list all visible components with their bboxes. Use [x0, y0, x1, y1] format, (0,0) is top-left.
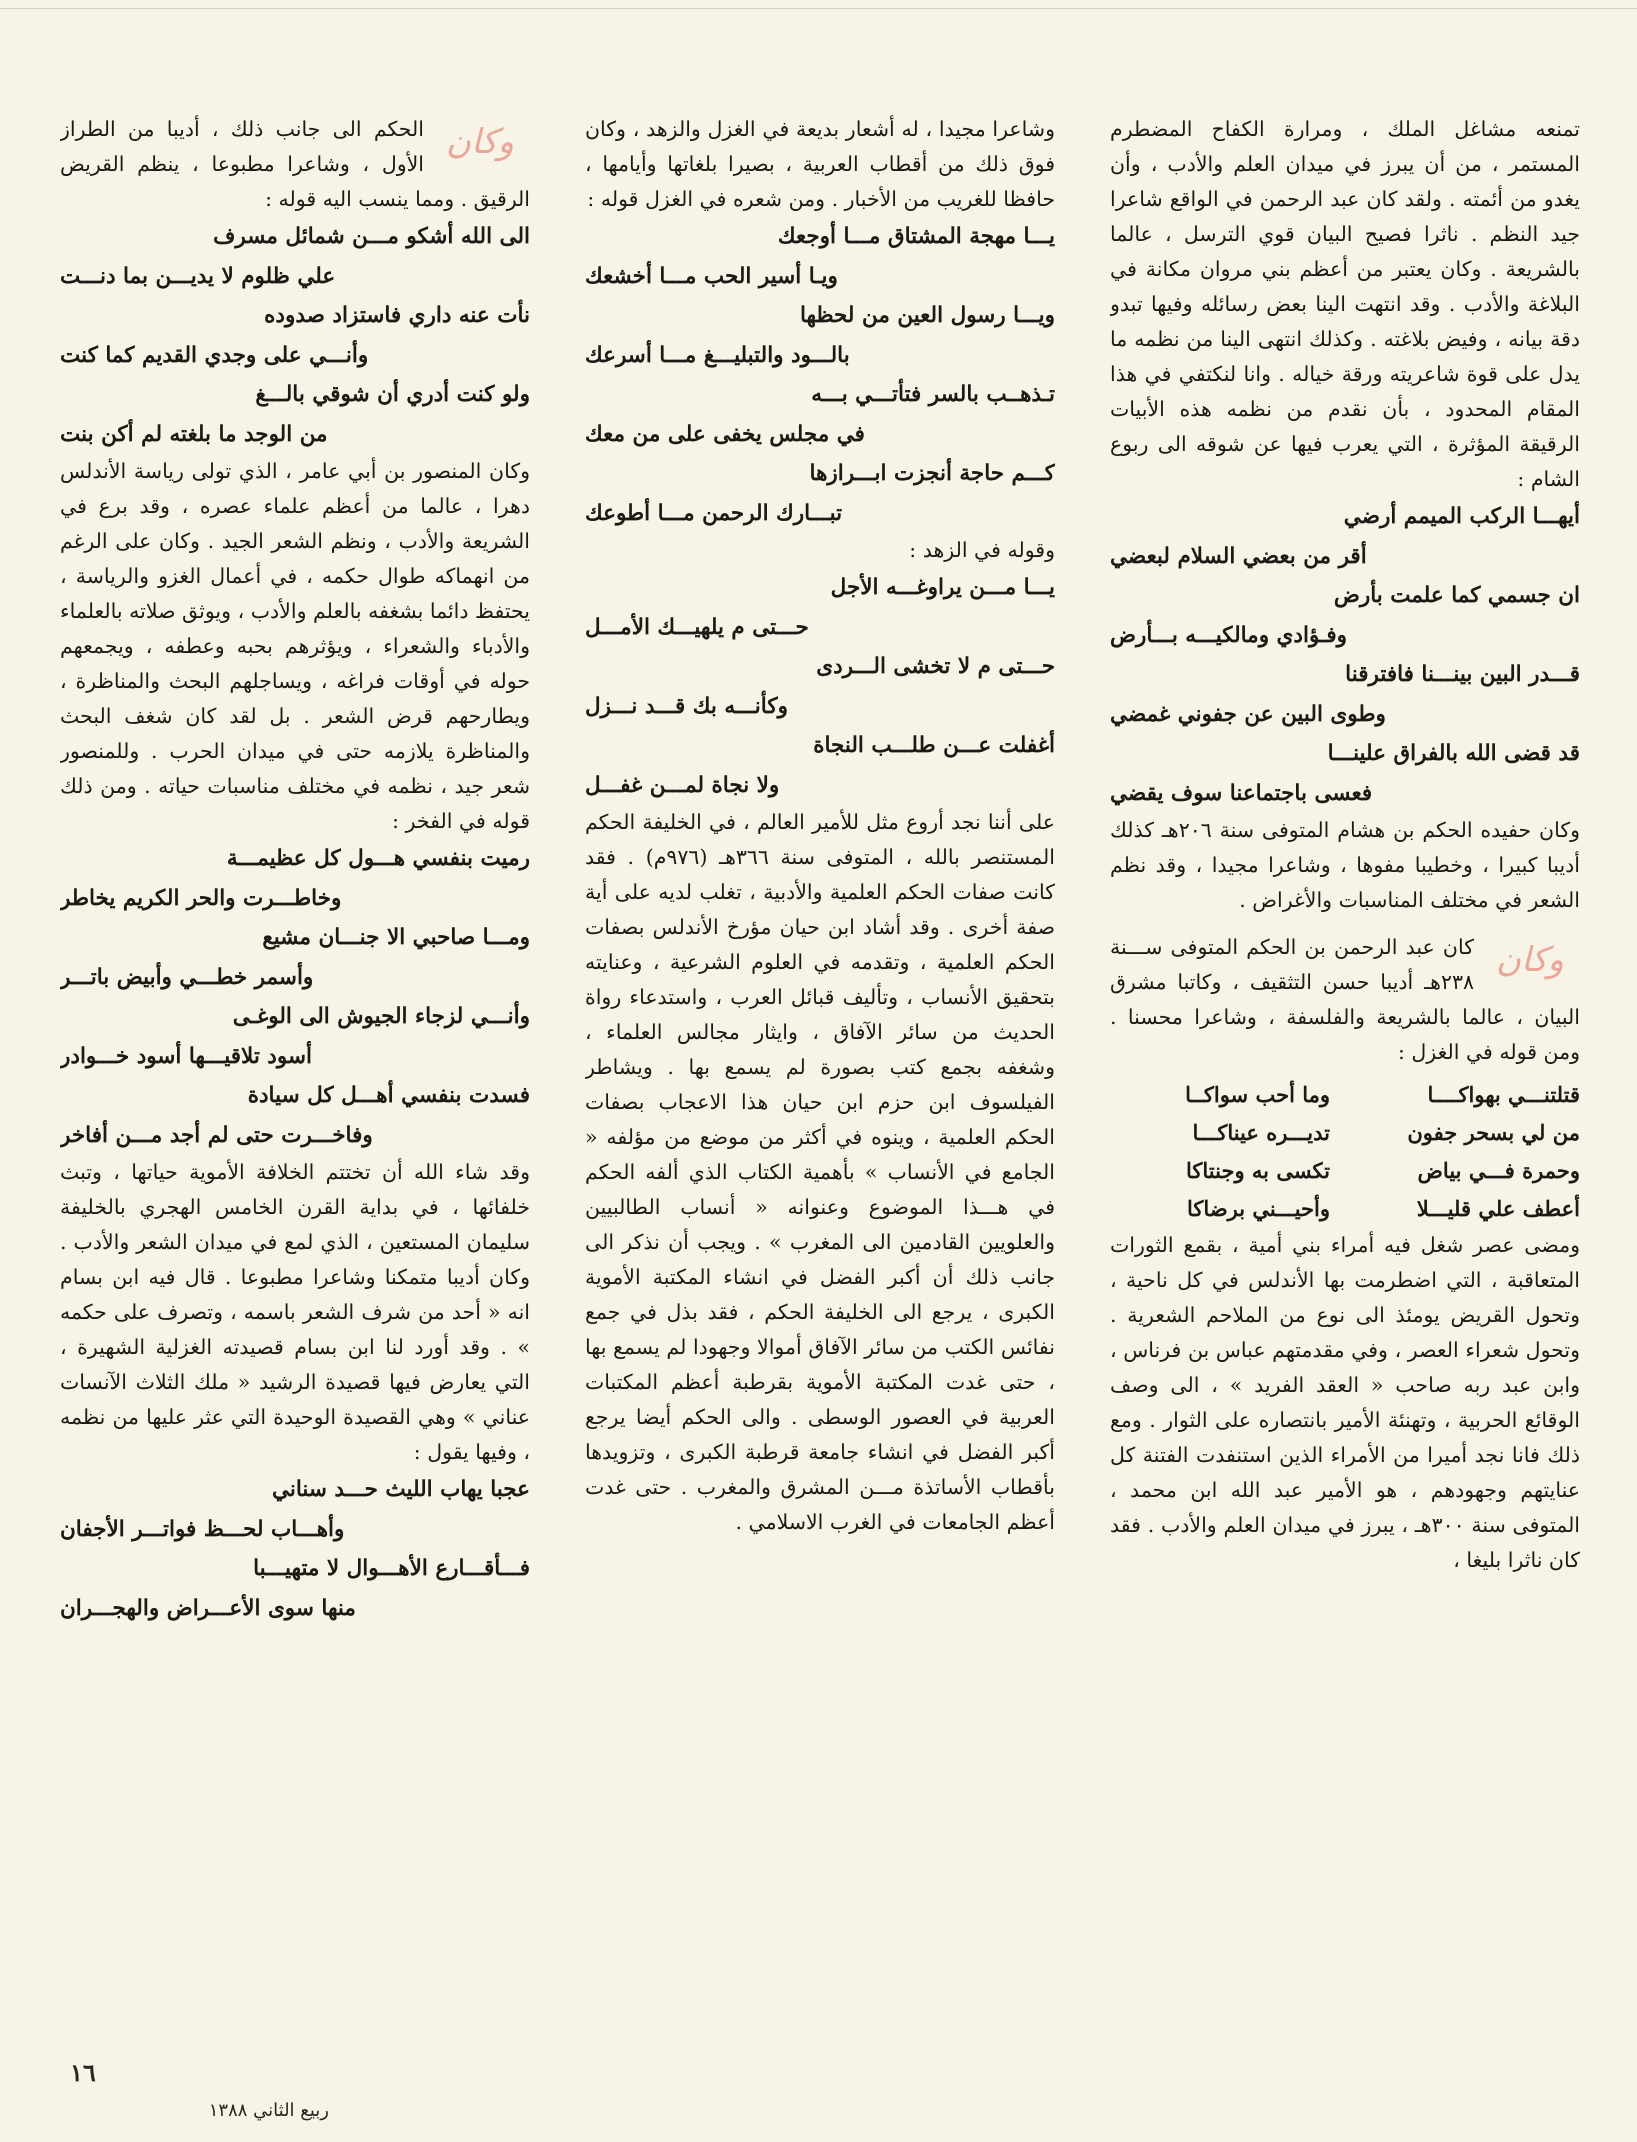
- verse-line: أسود تلاقيـــها أسود خـــوادر: [60, 1043, 312, 1069]
- verse-line: تكسى به وجنتاكا: [1186, 1158, 1330, 1183]
- poem-ghazal: [1110, 1076, 1580, 1228]
- verse-line: حـــتى م لا تخشى الـــردى: [816, 654, 1055, 679]
- paragraph: وشاعرا مجيدا ، له أشعار بديعة في الغزل والزهد ، وكان فوق ذلك من أقطاب العربية ، بصيرا بلغاتها وأيامها ، حافظا للغريب من الأخبار . ومن شعره في الغزل قوله :: [585, 117, 1055, 211]
- poem-mustain: [60, 1470, 530, 1628]
- poem-nostalgia: [1110, 497, 1580, 813]
- verse-line: وأنـــي لزجاء الجيوش الى الوغـى: [232, 1004, 530, 1029]
- paragraph: وكان حفيده الحكم بن هشام المتوفى سنة ٢٠٦هـ كذلك أديبا كبيرا ، وخطيبا مفوها ، وشاعرا مجيدا ، وقد نظم الشعر في مختلف المناسبات والأغراض .: [1110, 818, 1580, 912]
- verse-line: ولو كنت أدري أن شوقي بالـــغ: [255, 382, 530, 407]
- verse-line: فسدت بنفسي أهـــل كل سيادة: [247, 1083, 530, 1108]
- verse-line: وأحيـــني برضاكا: [1187, 1196, 1330, 1221]
- verse-line: وأسمر خطـــي وأبيض باتـــر: [60, 964, 314, 990]
- verse-line: يـــا مهجة المشتاق مـــا أوجعك: [777, 224, 1055, 249]
- article-columns: [60, 112, 1580, 2022]
- verse-line: وكأنـــه بك قـــد نـــزل: [585, 693, 788, 719]
- verse-line: فعسى باجتماعنا سوف يقضي: [1110, 780, 1373, 806]
- verse-line: أيهـــا الركب الميمم أرضي: [1343, 504, 1580, 529]
- verse-line: كـــم حاجة أنجزت ابـــرازها: [809, 461, 1055, 486]
- poem-ghazal: [585, 217, 1055, 533]
- paragraph: كان عبد الرحمن بن الحكم المتوفى ســـنة ٢٣٨هـ أديبا حسن التثقيف ، وكاتبا مشرق البيان ، عالما بالشريعة والفلسفة ، وشاعرا محسنا . ومن قوله في الغزل :: [1110, 935, 1580, 1064]
- verse-line: تبـــارك الرحمن مـــا أطوعك: [585, 500, 843, 526]
- verse-line: أقر من بعضي السلام لبعضي: [1110, 543, 1367, 569]
- section-heading-ornament: وكان: [446, 122, 514, 162]
- verse-line: أعطف علي قليـــلا: [1416, 1196, 1580, 1221]
- verse-line: عجبا يهاب الليث حـــد سناني: [271, 1477, 530, 1502]
- verse-line: ويـا أسير الحب مـــا أخشعك: [585, 263, 838, 289]
- verse-line: وأنـــي على وجدي القديم كما كنت: [60, 342, 369, 368]
- verse-line: فـــأقـــارع الأهـــوال لا متهيـــبا: [253, 1556, 530, 1581]
- verse-line: قتلتنـــي بهواكــــا: [1427, 1082, 1580, 1107]
- verse-line: أغفلت عـــن طلـــب النجاة: [813, 733, 1055, 758]
- verse-line: وأهـــاب لحـــظ فواتـــر الأجفان: [60, 1516, 345, 1542]
- poem-mansur: [60, 839, 530, 1155]
- verse-line: في مجلس يخفى على من معك: [585, 421, 865, 447]
- verse-line: ولا نجاة لمـــن غفـــل: [585, 772, 780, 798]
- paragraph: على أننا نجد أروع مثل للأمير العالم ، في الخليفة الحكم المستنصر بالله ، المتوفى سنة ٣٦٦هـ (٩٧٦م) . فقد كانت صفات الحكم العلمية والأدبية ، تغلب لديه على أية صفة أخرى . وقد أشاد ابن حيان مؤرخ الأندلس بصفات الحكم العلمية ، وتقدمه في العلوم الشرعية ، وعنايته بتحقيق الأنساب ، وتأليف قبائل العرب ، واستدعاء رواة الحديث من سائر الآفاق ، وايثار مجالس العلماء ، وشغفه بجمع كتب بصورة لم يسمع بها . ويشاطر الفيلسوف ابن حزم ابن حيان هذا الاعجاب بصفات الحكم العلمية ، وينوه في أكثر من موضع من مؤلفه « الجامع في الأنساب » بأهمية الكتاب الذي ألفه الحكم في هـــذا الموضوع وعنوانه « أنساب الطالبيين والعلويين القادمين الى المغرب » . ويجب أن نذكر الى جانب ذلك أن أكبر الفضل في انشاء المكتبة الأموية الكبرى ، يرجع الى الخليفة الحكم ، فقد بذل في جمع نفائس الكتب من سائر الآفاق أموالا وجهودا لم يسمع بها ، حتى غدت المكتبة الأموية بقرطبة أعظم المكتبات العربية في العصور الوسطى . والى الحكم أيضا يرجع أكبر الفضل في انشاء جامعة قرطبة الكبرى ، وتزويدها بأقطاب الأساتذة مـــن المشرق والمغرب . حتى غدت أعظم الجامعات في الغرب الاسلامي .: [585, 810, 1055, 1534]
- verse-line: رميت بنفسي هـــول كل عظيمـــة: [226, 846, 530, 871]
- verse-line: من لي بسحر جفون: [1407, 1120, 1580, 1145]
- verse-line: وما أحب سواكــا: [1185, 1082, 1330, 1107]
- verse-line: نأت عنه داري فاستزاد صدوده: [264, 303, 530, 328]
- verse-line: بالـــود والتبليـــغ مـــا أسرعك: [585, 342, 850, 368]
- verse-line: قـــدر البين بينـــنا فافترقنا: [1345, 662, 1580, 687]
- verse-line: وفـؤادي ومالكيـــه بـــأرض: [1110, 622, 1348, 648]
- verse-line: وفاخـــرت حتى لم أجد مـــن أفاخر: [60, 1122, 373, 1148]
- verse-line: ان جسمي كما علمت بأرض: [1333, 583, 1580, 608]
- paragraph: الحكم الى جانب ذلك ، أديبا من الطراز الأول ، وشاعرا مطبوعا ، ينظم القريض الرقيق . ومما ينسب اليه قوله :: [60, 117, 530, 211]
- verse-line: من الوجد ما بلغته لم أكن بنت: [60, 421, 328, 447]
- column-middle: [585, 112, 1055, 2022]
- poem-zuhd: [585, 568, 1055, 805]
- verse-line: ويـــا رسول العين من لحظها: [799, 303, 1055, 328]
- top-rule: [0, 0, 1637, 9]
- section-heading-ornament: وكان: [1496, 940, 1564, 980]
- verse-line: منها سوى الأعـــراض والهجـــران: [60, 1595, 356, 1621]
- verse-line: قد قضى الله بالفراق علينـــا: [1327, 741, 1580, 766]
- verse-line: وخاطـــرت والحر الكريم يخاطر: [60, 885, 342, 911]
- column-left: [60, 112, 530, 2022]
- verse-line: علي ظلوم لا يديـــن بما دنـــت: [60, 263, 336, 289]
- paragraph: وكان المنصور بن أبي عامر ، الذي تولى رياسة الأندلس دهرا ، عالما من أعظم علماء عصره ، وقد برع في الشريعة والأدب ، ونظم الشعر الجيد . وكان على الرغم من انهماكه طوال حكمه ، في أعمال الغزو والرياسة ، يحتفظ دائما بشغفه بالعلم والأدب ، ويوثق صلاته بالعلماء والأدباء والشعراء ، ويؤثرهم بحبه وعطفه ، ويجمعهم حوله في أوقات فراغه ، ويساجلهم البحث والمناظرة ، ويطارحهم قرض الشعر . بل لقد كان شغف البحث والمناظرة يلازمه حتى في ميدان الحرب . وللمنصور شعر جيد ، نظمه في مختلف مناسبات حياته . ومن ذلك قوله في الفخر :: [60, 459, 530, 833]
- verse-line: وطوى البين عن جفوني غمضي: [1110, 701, 1386, 727]
- paragraph: ومضى عصر شغل فيه أمراء بني أمية ، بقمع الثورات المتعاقبة ، التي اضطرمت بها الأندلس في كل ناحية ، وتحول القريض يومئذ الى نوع من الملاحم الشعرية . وتحول شعراء العصر ، وفي مقدمتهم عباس بن فرناس ، وابن عبد ربه صاحب « العقد الفريد » ، الى وصف الوقائع الحربية ، وتهنئة الأمير بانتصاره على الثوار . ومع ذلك فانا نجد أميرا من الأمراء الذين استنفدت الفتنة كل عنايتهم وجهودهم ، هو الأمير عبد الله ابن محمد ، المتوفى سنة ٣٠٠هـ ، يبرز في ميدان العلم والأدب . فقد كان ناثرا بليغا ،: [1110, 1233, 1580, 1572]
- verse-line: ومـــا صاحبي الا جنـــان مشيع: [262, 925, 530, 950]
- verse-line: الى الله أشكو مـــن شمائل مسرف: [213, 224, 530, 249]
- verse-line: يـــا مـــن يراوغـــه الأجل: [830, 575, 1055, 600]
- page-number: ١٦: [70, 2058, 96, 2087]
- verse-line: حـــتى م يلهيـــك الأمـــل: [585, 614, 809, 640]
- issue-footer: ربيع الثاني ١٣٨٨: [208, 2100, 329, 2121]
- paragraph: وقد شاء الله أن تختتم الخلافة الأموية حياتها ، وتبث خلفائها ، في بداية القرن الخامس الهجري بالخليفة سليمان المستعين ، الذي لمع في ميدان الشعر والأدب . وكان أديبا متمكنا وشاعرا مطبوعا . قال فيه ابن بسام انه « أحد من شرف الشعر باسمه ، وتصرف على حكمه » . وقد أورد لنا ابن بسام قصيدته الغزلية الشهيرة ، التي يعارض فيها قصيدة الرشيد « ملك الثلاث الآنسات عناني » وهي القصيدة الوحيدة التي عثر عليها من نظمه ، وفيها يقول :: [60, 1160, 530, 1464]
- paragraph: تمنعه مشاغل الملك ، ومرارة الكفاح المضطرم المستمر ، من أن يبرز في ميدان العلم والأدب ، وأن يغدو من أئمته . ولقد كان عبد الرحمن في الواقع شاعرا جيد النظم . ناثرا فصيح البيان قوي الترسل ، عالما بالشريعة . وكان يعتبر من أعظم بني مروان مكانة في البلاغة والأدب . وقد انتهت الينا بعض رسائله وفيها تبدو دقة بيانه ، وفيض بلاغته . وكذلك انتهى الينا من نظمه ما يدل على قوة شاعريته ورقة خياله . وانا لنكتفي في هذا المقام المحدود ، بأن نقدم من نظمه هذه الأبيات الرقيقة المؤثرة ، التي يعرب فيها عن شوقه الى ربوع الشام :: [1110, 117, 1580, 491]
- poem-hakam: [60, 217, 530, 454]
- column-right: [1110, 112, 1580, 2022]
- verse-line: وحمرة فـــي بياض: [1417, 1158, 1580, 1183]
- verse-line: تـذهــب بالسر فتأتـــي بـــه: [811, 382, 1055, 407]
- paragraph: وقوله في الزهد :: [909, 538, 1055, 562]
- verse-line: تديـــره عيناكـــا: [1192, 1120, 1330, 1145]
